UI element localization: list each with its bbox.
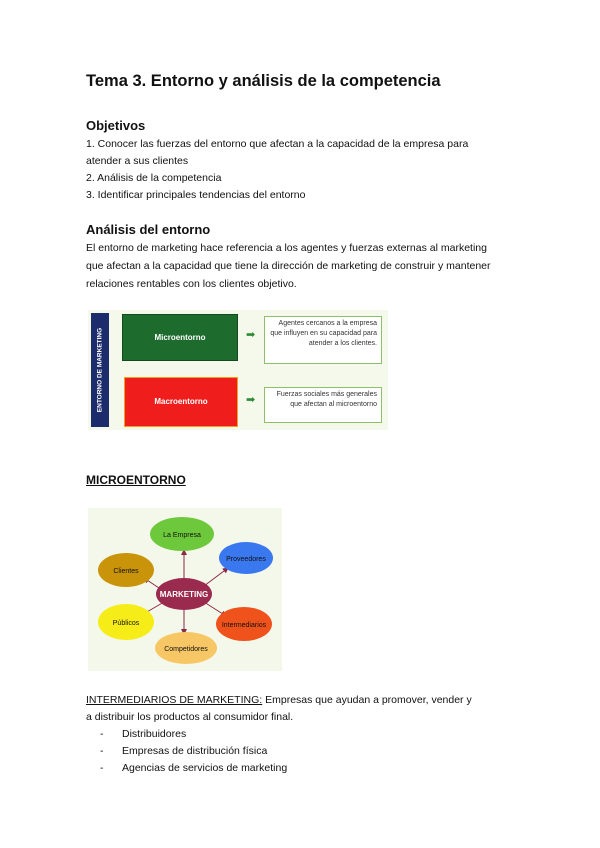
macroentorno-note: Fuerzas sociales más generales que afectan al microentorno bbox=[264, 387, 382, 423]
analisis-line: El entorno de marketing hace referencia a los agentes y fuerzas externas al marketing bbox=[86, 242, 487, 254]
analisis-line: relaciones rentables con los clientes objetivo. bbox=[86, 278, 297, 290]
node-empresa-label: La Empresa bbox=[163, 532, 201, 539]
page-title: Tema 3. Entorno y análisis de la competencia bbox=[86, 72, 441, 90]
node-proveedores-label: Proveedores bbox=[226, 556, 266, 563]
node-competidores-label: Competidores bbox=[164, 646, 208, 653]
node-publicos-label: Públicos bbox=[112, 620, 140, 627]
microentorno-svg bbox=[88, 508, 282, 671]
analisis-heading: Análisis del entorno bbox=[86, 222, 211, 237]
objetivo-line: 2. Análisis de la competencia bbox=[86, 172, 222, 184]
analisis-line: que afectan a la capacidad que tiene la dirección de marketing de construir y mantener bbox=[86, 260, 491, 272]
node-marketing-label: MARKETING bbox=[159, 590, 209, 599]
intermediarios-list bbox=[100, 726, 287, 777]
microentorno-box: Microentorno bbox=[122, 314, 238, 361]
entorno-diagram bbox=[88, 310, 388, 430]
intermediarios-line-1 bbox=[86, 692, 472, 708]
node-intermediarios-label: Intermediarios bbox=[221, 622, 267, 629]
macroentorno-box: Macroentorno bbox=[124, 377, 238, 427]
arrow-right-icon: ➡ bbox=[246, 329, 256, 341]
microentorno-note: Agentes cercanos a la empresa que influyen en su capacidad para atender a los clientes. bbox=[264, 316, 382, 364]
list-item: - Empresas de distribución física bbox=[100, 745, 268, 757]
microentorno-diagram bbox=[88, 508, 282, 671]
list-item: - Distribuidores bbox=[100, 728, 187, 740]
arrow-right-icon: ➡ bbox=[246, 394, 256, 406]
intermediarios-line-2: a distribuir los productos al consumidor final. bbox=[86, 711, 294, 723]
objetivo-line: atender a sus clientes bbox=[86, 155, 189, 167]
intermediarios-heading: INTERMEDIARIOS DE MARKETING: bbox=[86, 694, 263, 706]
objetivo-line: 3. Identificar principales tendencias del entorno bbox=[86, 189, 306, 201]
microentorno-heading: MICROENTORNO bbox=[86, 473, 186, 487]
entorno-side-text: ENTORNO DE MARKETING bbox=[96, 327, 104, 413]
objetivo-line: 1. Conocer las fuerzas del entorno que afectan a la capacidad de la empresa para bbox=[86, 138, 469, 150]
entorno-side-label bbox=[91, 313, 109, 427]
objetivos-heading: Objetivos bbox=[86, 118, 146, 133]
list-item: - Agencias de servicios de marketing bbox=[100, 762, 288, 774]
intermediarios-text: Empresas que ayudan a promover, vender y bbox=[262, 694, 472, 706]
node-clientes-label: Clientes bbox=[113, 568, 139, 575]
